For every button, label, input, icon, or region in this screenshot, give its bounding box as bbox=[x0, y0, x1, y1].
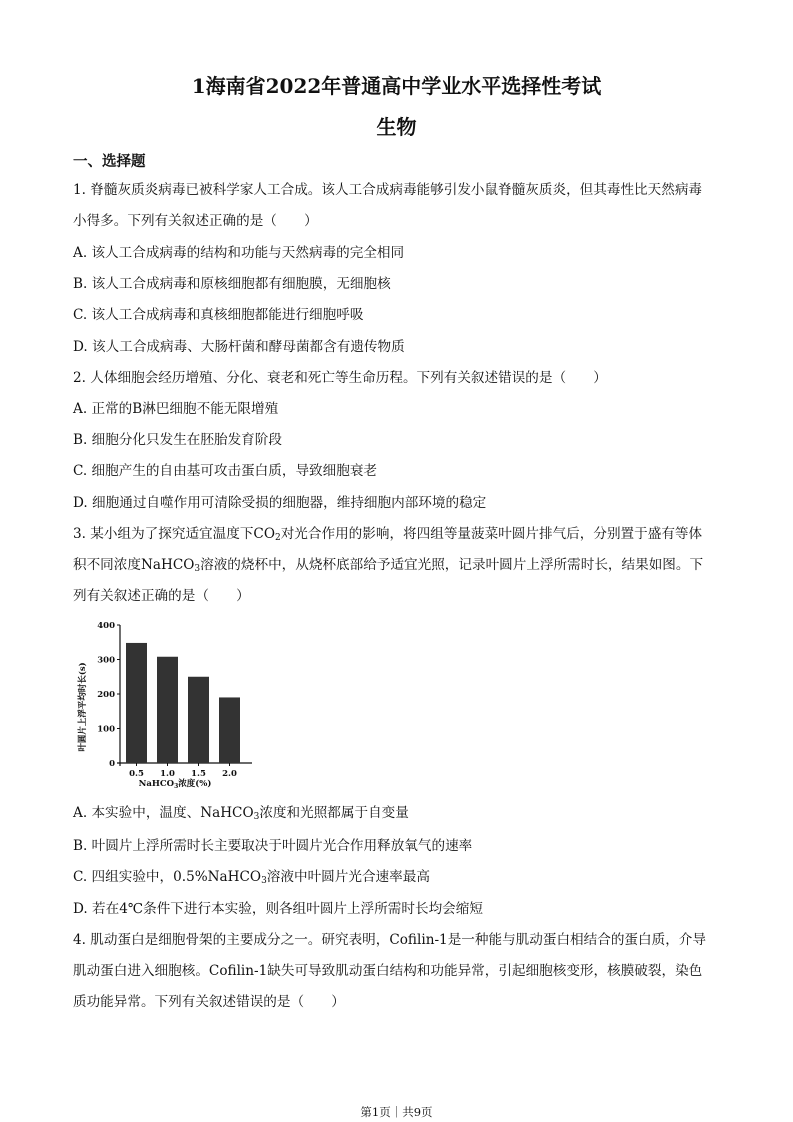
exam-title: 1海南省2022年普通高中学业水平选择性考试 bbox=[191, 74, 602, 98]
x-tick-label: 1.0 bbox=[160, 769, 175, 779]
y-tick-label: 200 bbox=[97, 690, 115, 700]
q2-option-d: D. 细胞通过自噬作用可清除受损的细胞器，维持细胞内部环境的稳定 bbox=[73, 495, 487, 511]
q3-stem-line1: 3. 某小组为了探究适宜温度下$CO_2$对光合作用的影响，将四组等量菠菜叶圆片排气后，分别置于盛有等体 bbox=[73, 526, 703, 543]
chart-y-label: 叶圆片上浮平均时长(s) bbox=[78, 662, 88, 752]
bar-1.5 bbox=[188, 677, 209, 763]
y-tick-label: 100 bbox=[97, 724, 115, 735]
y-tick-label: 300 bbox=[97, 655, 115, 666]
q3-option-d: D. 若在4℃条件下进行本实验，则各组叶圆片上浮所需时长均会缩短 bbox=[73, 901, 483, 917]
nahco3-bar-chart bbox=[76, 615, 256, 790]
q1-option-c: C. 该人工合成病毒和真核细胞都能进行细胞呼吸 bbox=[73, 307, 364, 323]
x-tick-label: 1.5 bbox=[191, 769, 206, 779]
q3-stem-line2: 积不同浓度NaHCO$_3$溶液的烧杯中，从烧杯底部给予适宜光照，记录叶圆片上浮所需时长，结果如图。下 bbox=[73, 557, 704, 574]
x-tick-label: 2.0 bbox=[222, 769, 237, 779]
bar-1.0 bbox=[157, 657, 178, 763]
bar-0.5 bbox=[126, 643, 147, 763]
x-tick-label: 0.5 bbox=[129, 769, 144, 779]
q2-option-c: C. 细胞产生的自由基可攻击蛋白质，导致细胞衰老 bbox=[73, 463, 378, 479]
bar-2.0 bbox=[219, 697, 240, 763]
q4-stem-line2: 肌动蛋白进入细胞核。Cofilin-1缺失可导致肌动蛋白结构和功能异常，引起细胞核变形，核膜破裂，染色 bbox=[73, 963, 703, 979]
section-heading: 一、选择题 bbox=[73, 153, 146, 170]
chart-x-label: NaHCO$_3$浓度(%) bbox=[138, 779, 212, 790]
y-tick-label: 0 bbox=[109, 759, 115, 769]
q1-option-a: A. 该人工合成病毒的结构和功能与天然病毒的完全相同 bbox=[73, 245, 405, 261]
q2-option-a: A. 正常的B淋巴细胞不能无限增殖 bbox=[73, 401, 279, 417]
q1-option-d: D. 该人工合成病毒、大肠杆菌和酵母菌都含有遗传物质 bbox=[73, 339, 405, 355]
subject-title: 生物 bbox=[376, 115, 417, 139]
y-tick-label: 400 bbox=[97, 621, 115, 631]
q3-option-c: C. 四组实验中，0.5%NaHCO$_3$溶液中叶圆片光合速率最高 bbox=[73, 869, 430, 886]
q2-stem: 2. 人体细胞会经历增殖、分化、衰老和死亡等生命历程。下列有关叙述错误的是（ ） bbox=[73, 370, 607, 386]
q2-option-b: B. 细胞分化只发生在胚胎发育阶段 bbox=[73, 432, 282, 448]
q1-option-b: B. 该人工合成病毒和原核细胞都有细胞膜，无细胞核 bbox=[73, 276, 391, 292]
q3-stem-line3: 列有关叙述正确的是（ ） bbox=[73, 588, 250, 604]
q1-stem-line1: 1. 脊髓灰质炎病毒已被科学家人工合成。该人工合成病毒能够引发小鼠脊髓灰质炎，但其毒性比天然病毒 bbox=[73, 182, 703, 198]
q3-option-b: B. 叶圆片上浮所需时长主要取决于叶圆片光合作用释放氧气的速率 bbox=[73, 838, 473, 854]
q3-option-a: A. 本实验中，温度、NaHCO$_3$浓度和光照都属于自变量 bbox=[73, 805, 409, 822]
q1-stem-line2: 小得多。下列有关叙述正确的是（ ） bbox=[73, 213, 318, 229]
q4-stem-line3: 质功能异常。下列有关叙述错误的是（ ） bbox=[73, 994, 345, 1010]
page-footer: 第1页｜共9页 bbox=[360, 1105, 433, 1119]
q4-stem-line1: 4. 肌动蛋白是细胞骨架的主要成分之一。研究表明，Cofilin-1是一种能与肌动蛋白相结合的蛋白质，介导 bbox=[73, 932, 706, 948]
